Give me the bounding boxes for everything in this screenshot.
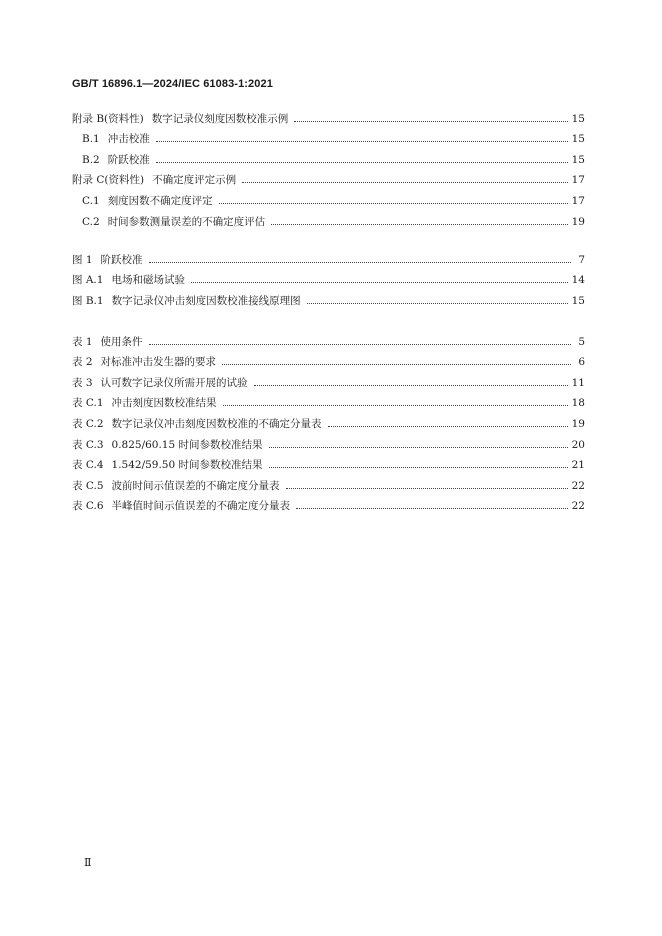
- dot-leader: [156, 161, 568, 163]
- toc-page-number: 15: [571, 112, 585, 125]
- dot-leader: [328, 425, 568, 427]
- toc-entry-number: 表 C.4: [72, 459, 104, 472]
- toc-entry-title: [72, 133, 154, 145]
- toc-entry-title: [72, 459, 267, 471]
- toc-entry[interactable]: [72, 409, 585, 430]
- toc-entry-number: 附录 C(资料性): [72, 174, 145, 187]
- toc-entry-title: [72, 216, 269, 228]
- toc-entry-title: [72, 439, 267, 451]
- toc-entry-title: [72, 336, 147, 348]
- toc-entry-text: 冲击刻度因数校准结果: [111, 397, 217, 410]
- toc-entry[interactable]: [72, 492, 585, 513]
- appendix-toc-list: [72, 104, 585, 228]
- toc-entry[interactable]: [72, 430, 585, 451]
- toc-entry-title: [72, 254, 147, 266]
- toc-entry-number: 图 A.1: [72, 274, 104, 287]
- toc-entry-number: C.2: [82, 215, 100, 228]
- toc-entry-number: 图 1: [72, 253, 93, 266]
- toc-page-number: 17: [571, 194, 585, 207]
- toc-page-number: 22: [571, 500, 585, 513]
- toc-page-number: 6: [578, 356, 585, 369]
- toc-entry-text: 时间参数测量误差的不确定度评估: [107, 215, 266, 228]
- toc-entry-title: [72, 418, 326, 430]
- dot-leader: [219, 202, 568, 204]
- dot-leader: [149, 261, 571, 263]
- toc-entry-text: 数字记录仪冲击刻度因数校准接线原理图: [111, 294, 301, 307]
- dot-leader: [156, 140, 568, 142]
- dot-leader: [149, 343, 571, 345]
- toc-page-number: 22: [571, 479, 585, 492]
- toc-entry-text: 使用条件: [100, 335, 143, 348]
- figure-toc-list: [72, 245, 585, 307]
- toc-entry-number: 表 C.6: [72, 500, 104, 513]
- toc-entry-title: [72, 274, 189, 286]
- page-number-footer: Ⅱ: [84, 856, 92, 869]
- toc-entry-title: [72, 480, 284, 492]
- toc-entry-text: 认可数字记录仪所需开展的试验: [100, 376, 248, 389]
- toc-entry-title: [72, 195, 217, 207]
- toc-entry[interactable]: [72, 245, 585, 266]
- toc-entry-text: 对标准冲击发生器的要求: [100, 356, 217, 369]
- toc-entry-text: 波前时间示值误差的不确定度分量表: [111, 479, 280, 492]
- toc-entry-text: 数字记录仪刻度因数校准示例: [151, 112, 289, 125]
- toc-entry-number: 图 B.1: [72, 294, 104, 307]
- toc-entry-text: 数字记录仪冲击刻度因数校准的不确定分量表: [111, 417, 322, 430]
- dot-leader: [307, 302, 568, 304]
- toc-entry-title: [72, 356, 220, 368]
- toc-entry[interactable]: [72, 266, 585, 287]
- toc-entry-number: 表 C.3: [72, 438, 104, 451]
- toc-page-number: 5: [578, 335, 585, 348]
- dot-leader: [269, 466, 568, 468]
- document-header: GB/T 16896.1—2024/IEC 61083-1:2021: [72, 78, 273, 90]
- toc-page-number: 17: [571, 174, 585, 187]
- toc-entry-number: B.2: [82, 153, 100, 166]
- toc-entry[interactable]: [72, 368, 585, 389]
- toc-entry-title: [72, 397, 221, 409]
- toc-entry-number: B.1: [82, 133, 100, 146]
- toc-entry-number: 附录 B(资料性): [72, 112, 144, 125]
- dot-leader: [223, 404, 568, 406]
- toc-page-number: 15: [571, 153, 585, 166]
- dot-leader: [254, 384, 568, 386]
- toc-entry-number: C.1: [82, 194, 100, 207]
- toc-entry[interactable]: [72, 327, 585, 348]
- toc-entry[interactable]: [72, 389, 585, 410]
- toc-entry-number: 表 C.1: [72, 397, 104, 410]
- toc-entry-text: 阶跃校准: [107, 153, 150, 166]
- table-toc-list: [72, 327, 585, 512]
- toc-entry[interactable]: [72, 186, 585, 207]
- toc-entry-title: [72, 295, 305, 307]
- toc-entry[interactable]: [72, 471, 585, 492]
- toc-entry[interactable]: [72, 286, 585, 307]
- dot-leader: [242, 181, 568, 183]
- dot-leader: [294, 120, 567, 122]
- toc-entry-title: [72, 500, 294, 512]
- toc-page-number: 19: [571, 417, 585, 430]
- toc-entry-title: [72, 154, 154, 166]
- toc-page-number: 21: [571, 459, 585, 472]
- dot-leader: [296, 507, 568, 509]
- toc-page-number: 7: [578, 253, 585, 266]
- toc-entry-number: 表 3: [72, 376, 93, 389]
- toc-entry-text: 冲击校准: [107, 133, 150, 146]
- toc-entry-number: 表 C.5: [72, 479, 104, 492]
- toc-page-number: 18: [571, 397, 585, 410]
- toc-page-number: 15: [571, 133, 585, 146]
- toc-entry[interactable]: [72, 166, 585, 187]
- dot-leader: [191, 281, 568, 283]
- toc-page-number: 20: [571, 438, 585, 451]
- toc-page-number: 14: [571, 274, 585, 287]
- toc-entry-number: 表 2: [72, 356, 93, 369]
- toc-entry[interactable]: [72, 451, 585, 472]
- toc-entry-text: 不确定度评定示例: [152, 174, 237, 187]
- dot-leader: [269, 446, 568, 448]
- toc-entry-text: 刻度因数不确定度评定: [107, 194, 213, 207]
- toc-entry-number: 表 1: [72, 335, 93, 348]
- toc-entry[interactable]: [72, 125, 585, 146]
- toc-entry-title: [72, 377, 252, 389]
- toc-page-number: 15: [571, 294, 585, 307]
- toc-entry[interactable]: [72, 348, 585, 369]
- toc-entry-text: 0.825/60.15 时间参数校准结果: [111, 438, 263, 451]
- toc-entry-title: [72, 113, 292, 125]
- toc-entry[interactable]: [72, 207, 585, 228]
- toc-entry-title: [72, 174, 240, 186]
- toc-entry-number: 表 C.2: [72, 417, 104, 430]
- toc-entry-text: 半峰值时间示值误差的不确定度分量表: [111, 500, 291, 513]
- toc-entry[interactable]: [72, 104, 585, 125]
- toc-entry-text: 电场和磁场试验: [111, 274, 185, 287]
- toc-page-number: 19: [571, 215, 585, 228]
- toc-entry-text: 1.542/59.50 时间参数校准结果: [111, 459, 263, 472]
- dot-leader: [271, 223, 567, 225]
- toc-entry-text: 阶跃校准: [100, 253, 143, 266]
- toc-entry[interactable]: [72, 145, 585, 166]
- dot-leader: [286, 487, 568, 489]
- dot-leader: [222, 363, 571, 365]
- toc-page-number: 11: [571, 376, 585, 389]
